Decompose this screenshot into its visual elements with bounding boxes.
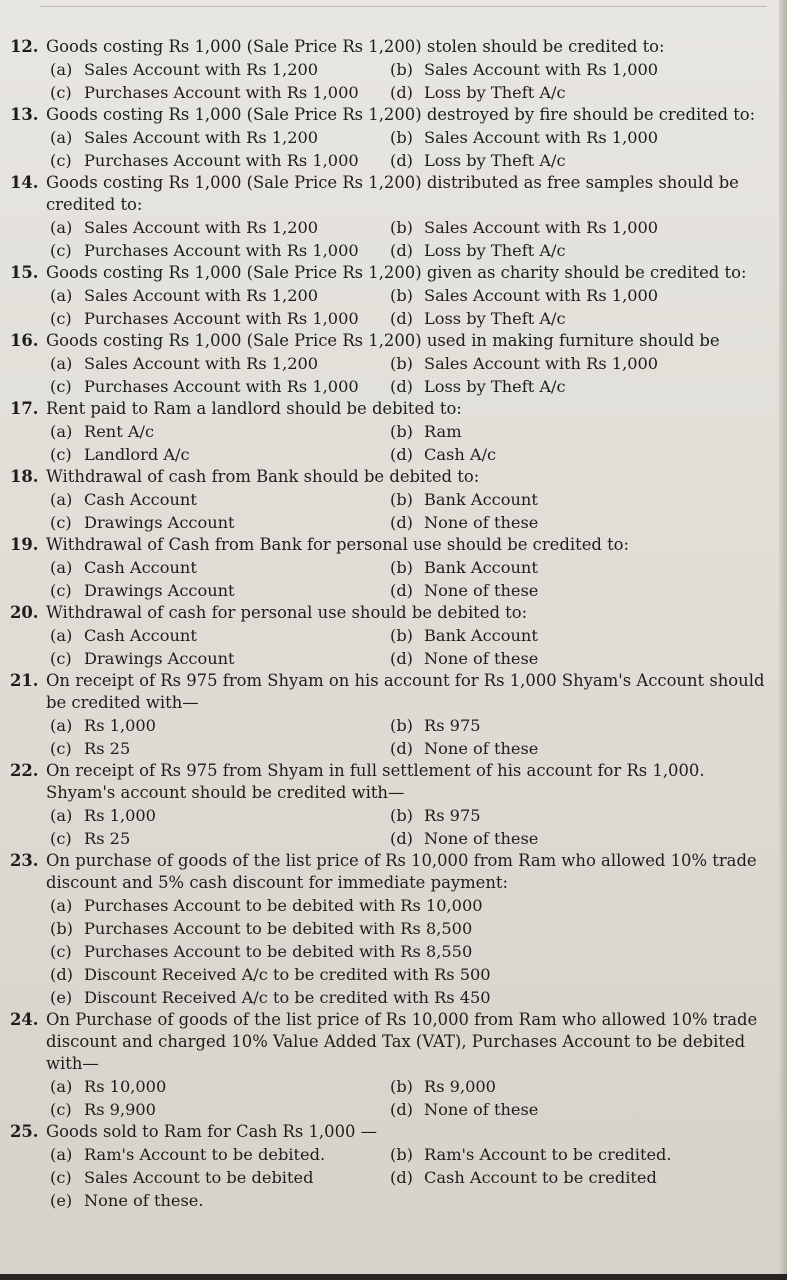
answer-option bbox=[50, 443, 390, 466]
option-text: Cash Account bbox=[84, 490, 197, 509]
question-text: Goods costing Rs 1,000 (Sale Price Rs 1,200) destroyed by fire should be credited to: bbox=[46, 105, 756, 124]
option-label: (a) bbox=[50, 806, 73, 825]
option-text: Sales Account with Rs 1,000 bbox=[424, 128, 659, 147]
answer-option bbox=[50, 58, 390, 81]
option-label: (c) bbox=[50, 377, 72, 396]
option-label: (a) bbox=[50, 354, 73, 373]
question-number: 17. bbox=[10, 399, 39, 418]
option-label: (a) bbox=[50, 1077, 73, 1096]
answer-option bbox=[50, 1075, 390, 1098]
question-text: Withdrawal of cash from Bank should be debited to: bbox=[46, 467, 480, 486]
option-label: (d) bbox=[390, 377, 413, 396]
option-text: Ram's Account to be debited. bbox=[84, 1145, 326, 1164]
question-text: Goods sold to Ram for Cash Rs 1,000 — bbox=[46, 1122, 378, 1141]
option-text: Purchases Account with Rs 1,000 bbox=[84, 241, 359, 260]
answer-option bbox=[50, 917, 767, 940]
option-label: (d) bbox=[390, 1168, 413, 1187]
option-label: (b) bbox=[390, 422, 413, 441]
option-text: None of these bbox=[424, 581, 539, 600]
options-grid bbox=[10, 420, 767, 466]
answer-option bbox=[50, 216, 390, 239]
option-text: Rs 25 bbox=[84, 829, 131, 848]
answer-option bbox=[390, 579, 767, 602]
answer-option bbox=[390, 126, 767, 149]
answer-option bbox=[390, 1166, 767, 1189]
option-label: (a) bbox=[50, 626, 73, 645]
option-label: (a) bbox=[50, 716, 73, 735]
answer-option bbox=[390, 556, 767, 579]
options-grid bbox=[10, 352, 767, 398]
answer-option bbox=[390, 352, 767, 375]
options-grid bbox=[10, 216, 767, 262]
option-label: (d) bbox=[390, 241, 413, 260]
answer-option bbox=[390, 714, 767, 737]
answer-option bbox=[50, 511, 390, 534]
option-label: (c) bbox=[50, 241, 72, 260]
option-text: Purchases Account to be debited with Rs 8,500 bbox=[84, 919, 473, 938]
option-text: Purchases Account with Rs 1,000 bbox=[84, 83, 359, 102]
option-text: None of these bbox=[424, 513, 539, 532]
option-label: (c) bbox=[50, 942, 72, 961]
option-label: (b) bbox=[390, 60, 413, 79]
option-label: (c) bbox=[50, 649, 72, 668]
option-text: Rs 1,000 bbox=[84, 716, 156, 735]
question-item bbox=[10, 466, 767, 534]
answer-option bbox=[50, 488, 390, 511]
option-text: Drawings Account bbox=[84, 649, 235, 668]
option-label: (d) bbox=[390, 445, 413, 464]
option-text: Cash A/c bbox=[424, 445, 497, 464]
question-stem bbox=[10, 330, 767, 352]
question-text: Goods costing Rs 1,000 (Sale Price Rs 1,200) stolen should be credited to: bbox=[46, 37, 665, 56]
options-grid bbox=[10, 714, 767, 760]
answer-option bbox=[390, 284, 767, 307]
option-label: (c) bbox=[50, 513, 72, 532]
option-text: Discount Received A/c to be credited with Rs 450 bbox=[84, 988, 491, 1007]
option-label: (b) bbox=[50, 919, 73, 938]
option-label: (b) bbox=[390, 716, 413, 735]
answer-option bbox=[50, 149, 390, 172]
question-number: 20. bbox=[10, 603, 39, 622]
answer-option bbox=[390, 420, 767, 443]
question-list bbox=[10, 36, 767, 1212]
option-text: Rs 25 bbox=[84, 739, 131, 758]
answer-option bbox=[390, 647, 767, 670]
answer-option bbox=[390, 624, 767, 647]
option-text: Landlord A/c bbox=[84, 445, 190, 464]
answer-option bbox=[390, 737, 767, 760]
answer-option bbox=[390, 149, 767, 172]
answer-option bbox=[50, 556, 390, 579]
option-text: Cash Account to be credited bbox=[424, 1168, 657, 1187]
question-number: 23. bbox=[10, 851, 39, 870]
answer-option bbox=[390, 827, 767, 850]
answer-option bbox=[390, 307, 767, 330]
answer-option bbox=[50, 827, 390, 850]
question-number: 25. bbox=[10, 1122, 39, 1141]
question-item bbox=[10, 1121, 767, 1212]
answer-option bbox=[50, 81, 390, 104]
options-grid bbox=[10, 556, 767, 602]
question-item bbox=[10, 262, 767, 330]
question-item bbox=[10, 534, 767, 602]
option-text: Sales Account to be debited bbox=[84, 1168, 314, 1187]
answer-option bbox=[50, 1143, 390, 1166]
question-number: 22. bbox=[10, 761, 39, 780]
question-text: On Purchase of goods of the list price of Rs 10,000 from Ram who allowed 10% trade discount and charged 10% Value Added Tax (VAT), Purchases Account to be debited with— bbox=[46, 1010, 758, 1073]
option-text: Loss by Theft A/c bbox=[424, 309, 566, 328]
option-label: (c) bbox=[50, 309, 72, 328]
question-text: On receipt of Rs 975 from Shyam in full settlement of his account for Rs 1,000. Shyam's account should be credited with— bbox=[46, 761, 705, 802]
option-text: Rs 975 bbox=[424, 716, 481, 735]
options-grid bbox=[10, 126, 767, 172]
question-number: 15. bbox=[10, 263, 39, 282]
option-label: (a) bbox=[50, 286, 73, 305]
answer-option bbox=[50, 1098, 390, 1121]
question-text: On receipt of Rs 975 from Shyam on his account for Rs 1,000 Shyam's Account should be credited with— bbox=[46, 671, 765, 712]
question-stem bbox=[10, 760, 767, 804]
option-label: (c) bbox=[50, 151, 72, 170]
option-text: Sales Account with Rs 1,200 bbox=[84, 128, 319, 147]
question-number: 24. bbox=[10, 1010, 39, 1029]
option-label: (a) bbox=[50, 60, 73, 79]
option-text: Cash Account bbox=[84, 626, 197, 645]
option-text: Sales Account with Rs 1,000 bbox=[424, 218, 659, 237]
answer-option bbox=[390, 375, 767, 398]
question-stem bbox=[10, 670, 767, 714]
question-stem bbox=[10, 172, 767, 216]
question-item bbox=[10, 330, 767, 398]
option-label: (a) bbox=[50, 558, 73, 577]
answer-option bbox=[50, 624, 390, 647]
option-text: Rs 10,000 bbox=[84, 1077, 167, 1096]
question-number: 19. bbox=[10, 535, 39, 554]
answer-option bbox=[50, 986, 767, 1009]
option-label: (d) bbox=[390, 151, 413, 170]
answer-option bbox=[390, 511, 767, 534]
options-grid bbox=[10, 284, 767, 330]
question-number: 16. bbox=[10, 331, 39, 350]
option-label: (a) bbox=[50, 128, 73, 147]
answer-option bbox=[50, 894, 767, 917]
option-label: (b) bbox=[390, 354, 413, 373]
option-label: (c) bbox=[50, 1168, 72, 1187]
option-label: (d) bbox=[390, 829, 413, 848]
option-text: Sales Account with Rs 1,000 bbox=[424, 60, 659, 79]
answer-option bbox=[390, 58, 767, 81]
option-label: (e) bbox=[50, 1191, 73, 1210]
option-text: Rs 1,000 bbox=[84, 806, 156, 825]
option-label: (c) bbox=[50, 445, 72, 464]
option-label: (b) bbox=[390, 1145, 413, 1164]
option-text: None of these. bbox=[84, 1191, 204, 1210]
question-item bbox=[10, 104, 767, 172]
option-text: None of these bbox=[424, 649, 539, 668]
answer-option bbox=[390, 443, 767, 466]
question-stem bbox=[10, 262, 767, 284]
option-text: None of these bbox=[424, 829, 539, 848]
option-text: Purchases Account to be debited with Rs 8,550 bbox=[84, 942, 473, 961]
question-item bbox=[10, 36, 767, 104]
page-edge-shadow bbox=[779, 0, 787, 1280]
answer-option bbox=[390, 216, 767, 239]
option-label: (a) bbox=[50, 490, 73, 509]
question-item bbox=[10, 670, 767, 760]
question-number: 12. bbox=[10, 37, 39, 56]
option-label: (a) bbox=[50, 218, 73, 237]
option-label: (a) bbox=[50, 896, 73, 915]
option-text: Cash Account bbox=[84, 558, 197, 577]
option-label: (d) bbox=[390, 513, 413, 532]
option-label: (d) bbox=[390, 1100, 413, 1119]
option-label: (b) bbox=[390, 1077, 413, 1096]
answer-option bbox=[50, 239, 390, 262]
option-label: (a) bbox=[50, 422, 73, 441]
option-text: Purchases Account to be debited with Rs 10,000 bbox=[84, 896, 483, 915]
answer-option bbox=[390, 1143, 767, 1166]
page-bottom-shadow bbox=[0, 1274, 787, 1280]
option-label: (e) bbox=[50, 988, 73, 1007]
question-item bbox=[10, 760, 767, 850]
answer-option bbox=[390, 239, 767, 262]
answer-option bbox=[390, 1098, 767, 1121]
option-label: (d) bbox=[390, 581, 413, 600]
option-label: (b) bbox=[390, 626, 413, 645]
answer-option bbox=[50, 307, 390, 330]
options-grid bbox=[10, 624, 767, 670]
option-label: (c) bbox=[50, 581, 72, 600]
option-text: Sales Account with Rs 1,200 bbox=[84, 218, 319, 237]
question-stem bbox=[10, 36, 767, 58]
answer-option bbox=[50, 420, 390, 443]
question-item bbox=[10, 602, 767, 670]
option-label: (d) bbox=[50, 965, 73, 984]
option-text: Discount Received A/c to be credited with Rs 500 bbox=[84, 965, 491, 984]
option-text: Bank Account bbox=[424, 490, 538, 509]
option-text: Loss by Theft A/c bbox=[424, 241, 566, 260]
question-number: 14. bbox=[10, 173, 39, 192]
option-text: Bank Account bbox=[424, 558, 538, 577]
option-label: (b) bbox=[390, 558, 413, 577]
option-text: Rs 975 bbox=[424, 806, 481, 825]
options-grid bbox=[10, 1075, 767, 1121]
option-text: Loss by Theft A/c bbox=[424, 83, 566, 102]
option-text: Purchases Account with Rs 1,000 bbox=[84, 151, 359, 170]
answer-option bbox=[390, 81, 767, 104]
option-text: Rs 9,900 bbox=[84, 1100, 156, 1119]
option-text: Rs 9,000 bbox=[424, 1077, 496, 1096]
answer-option bbox=[390, 1075, 767, 1098]
option-text: None of these bbox=[424, 1100, 539, 1119]
option-text: Ram bbox=[424, 422, 462, 441]
option-text: Rent A/c bbox=[84, 422, 155, 441]
answer-option bbox=[50, 714, 390, 737]
question-number: 21. bbox=[10, 671, 39, 690]
option-label: (c) bbox=[50, 83, 72, 102]
answer-option bbox=[50, 352, 390, 375]
page-top-rule bbox=[40, 6, 767, 7]
option-text: Sales Account with Rs 1,000 bbox=[424, 286, 659, 305]
option-label: (d) bbox=[390, 649, 413, 668]
question-item bbox=[10, 398, 767, 466]
question-stem bbox=[10, 104, 767, 126]
answer-option bbox=[50, 1166, 390, 1189]
question-text: Goods costing Rs 1,000 (Sale Price Rs 1,200) given as charity should be credited to: bbox=[46, 263, 747, 282]
question-stem bbox=[10, 534, 767, 556]
option-label: (b) bbox=[390, 218, 413, 237]
question-text: Withdrawal of cash for personal use should be debited to: bbox=[46, 603, 528, 622]
option-text: Loss by Theft A/c bbox=[424, 151, 566, 170]
option-text: Sales Account with Rs 1,000 bbox=[424, 354, 659, 373]
answer-option bbox=[390, 488, 767, 511]
question-number: 13. bbox=[10, 105, 39, 124]
question-text: Goods costing Rs 1,000 (Sale Price Rs 1,200) used in making furniture should be bbox=[46, 331, 720, 350]
question-text: On purchase of goods of the list price of Rs 10,000 from Ram who allowed 10% trade discount and 5% cash discount for immediate payment: bbox=[46, 851, 757, 892]
option-label: (c) bbox=[50, 1100, 72, 1119]
question-text: Withdrawal of Cash from Bank for personal use should be credited to: bbox=[46, 535, 630, 554]
option-label: (d) bbox=[390, 83, 413, 102]
option-text: Sales Account with Rs 1,200 bbox=[84, 286, 319, 305]
answer-option bbox=[50, 284, 390, 307]
question-text: Rent paid to Ram a landlord should be debited to: bbox=[46, 399, 462, 418]
question-stem bbox=[10, 1121, 767, 1143]
option-text: Bank Account bbox=[424, 626, 538, 645]
answer-option bbox=[50, 375, 390, 398]
option-label: (d) bbox=[390, 309, 413, 328]
option-text: Drawings Account bbox=[84, 581, 235, 600]
answer-option bbox=[50, 737, 390, 760]
option-label: (b) bbox=[390, 806, 413, 825]
option-text: Loss by Theft A/c bbox=[424, 377, 566, 396]
option-text: Ram's Account to be credited. bbox=[424, 1145, 672, 1164]
option-label: (b) bbox=[390, 286, 413, 305]
answer-option bbox=[50, 1189, 390, 1212]
answer-option bbox=[50, 804, 390, 827]
option-text: Purchases Account with Rs 1,000 bbox=[84, 309, 359, 328]
option-text: Drawings Account bbox=[84, 513, 235, 532]
question-stem bbox=[10, 850, 767, 894]
question-item bbox=[10, 172, 767, 262]
option-label: (d) bbox=[390, 739, 413, 758]
options-grid bbox=[10, 894, 767, 1009]
option-text: Sales Account with Rs 1,200 bbox=[84, 354, 319, 373]
question-text: Goods costing Rs 1,000 (Sale Price Rs 1,200) distributed as free samples should be credited to: bbox=[46, 173, 739, 214]
option-label: (c) bbox=[50, 829, 72, 848]
answer-option bbox=[50, 940, 767, 963]
question-stem bbox=[10, 602, 767, 624]
options-grid bbox=[10, 804, 767, 850]
question-item bbox=[10, 850, 767, 1009]
question-stem bbox=[10, 466, 767, 488]
options-grid bbox=[10, 58, 767, 104]
answer-option bbox=[50, 579, 390, 602]
answer-option bbox=[50, 647, 390, 670]
question-stem bbox=[10, 398, 767, 420]
option-text: Sales Account with Rs 1,200 bbox=[84, 60, 319, 79]
option-label: (b) bbox=[390, 490, 413, 509]
question-number: 18. bbox=[10, 467, 39, 486]
question-stem bbox=[10, 1009, 767, 1075]
answer-option bbox=[50, 963, 767, 986]
option-label: (b) bbox=[390, 128, 413, 147]
option-label: (c) bbox=[50, 739, 72, 758]
options-grid bbox=[10, 1143, 767, 1212]
options-grid bbox=[10, 488, 767, 534]
answer-option bbox=[50, 126, 390, 149]
answer-option bbox=[390, 804, 767, 827]
question-item bbox=[10, 1009, 767, 1121]
option-text: Purchases Account with Rs 1,000 bbox=[84, 377, 359, 396]
option-text: None of these bbox=[424, 739, 539, 758]
option-label: (a) bbox=[50, 1145, 73, 1164]
